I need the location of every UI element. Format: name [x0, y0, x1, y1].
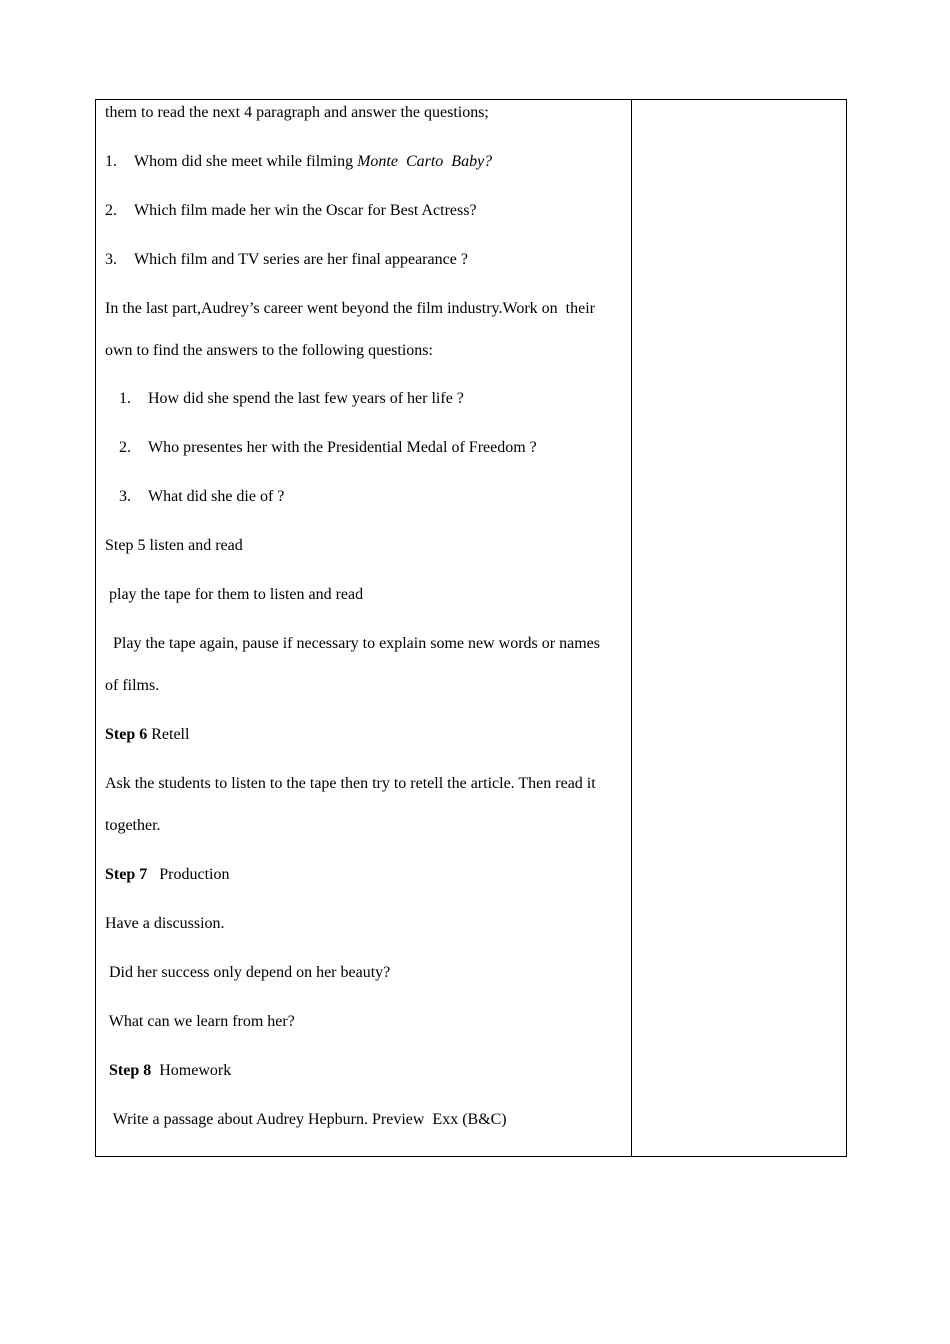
question-text: How did she spend the last few years of her life ?	[148, 390, 464, 407]
question-b-2	[119, 438, 537, 458]
last-part-line-1: In the last part,Audrey’s career went beyond the film industry.Work on their	[105, 300, 595, 317]
step7-line-3: What can we learn from her?	[105, 1013, 295, 1030]
step7-heading	[105, 865, 229, 885]
question-number: 2.	[105, 202, 117, 219]
question-a-1	[105, 152, 492, 172]
step6-label: Step 6	[105, 726, 148, 743]
step6-heading	[105, 725, 189, 745]
question-text: Who presentes her with the Presidential Medal of Freedom ?	[148, 439, 537, 456]
step7-line-2: Did her success only depend on her beauty?	[105, 964, 391, 981]
question-number: 2.	[119, 439, 131, 456]
step6-line-1: Ask the students to listen to the tape then try to retell the article. Then read it	[105, 775, 596, 792]
lesson-content-cell	[105, 100, 627, 1156]
step7-title: Production	[147, 866, 230, 883]
step8-heading	[105, 1061, 231, 1081]
question-a-2	[105, 201, 477, 221]
step7-line-1: Have a discussion.	[105, 915, 225, 932]
intro-line: them to read the next 4 paragraph and answer the questions;	[105, 104, 489, 121]
question-text: Which film made her win the Oscar for Best Actress?	[134, 202, 477, 219]
step5-title: Step 5 listen and read	[105, 537, 243, 554]
step8-label: Step 8	[105, 1062, 152, 1079]
question-text: Which film and TV series are her final appearance ?	[134, 251, 468, 268]
step5-line-2: Play the tape again, pause if necessary to explain some new words or names	[105, 635, 600, 652]
question-number: 3.	[105, 251, 117, 268]
step8-title: Homework	[151, 1062, 232, 1079]
lesson-table	[95, 99, 847, 1157]
step5-line-3: of films.	[105, 677, 160, 694]
question-text: Whom did she meet while filming	[134, 153, 358, 170]
step6-line-2: together.	[105, 817, 161, 834]
step6-title: Retell	[147, 726, 190, 743]
film-title: Monte Carto Baby?	[357, 153, 493, 170]
question-a-3	[105, 250, 468, 270]
step7-label: Step 7	[105, 866, 148, 883]
question-b-1	[119, 389, 464, 409]
question-b-3	[119, 487, 284, 507]
step8-line-1: Write a passage about Audrey Hepburn. Preview Exx (B&C)	[105, 1111, 507, 1128]
question-number: 3.	[119, 488, 131, 505]
notes-cell	[632, 100, 846, 1156]
question-text: What did she die of ?	[148, 488, 285, 505]
last-part-line-2: own to find the answers to the following questions:	[105, 342, 433, 359]
step5-line-1: play the tape for them to listen and read	[105, 586, 364, 603]
question-number: 1.	[119, 390, 131, 407]
question-number: 1.	[105, 153, 117, 170]
